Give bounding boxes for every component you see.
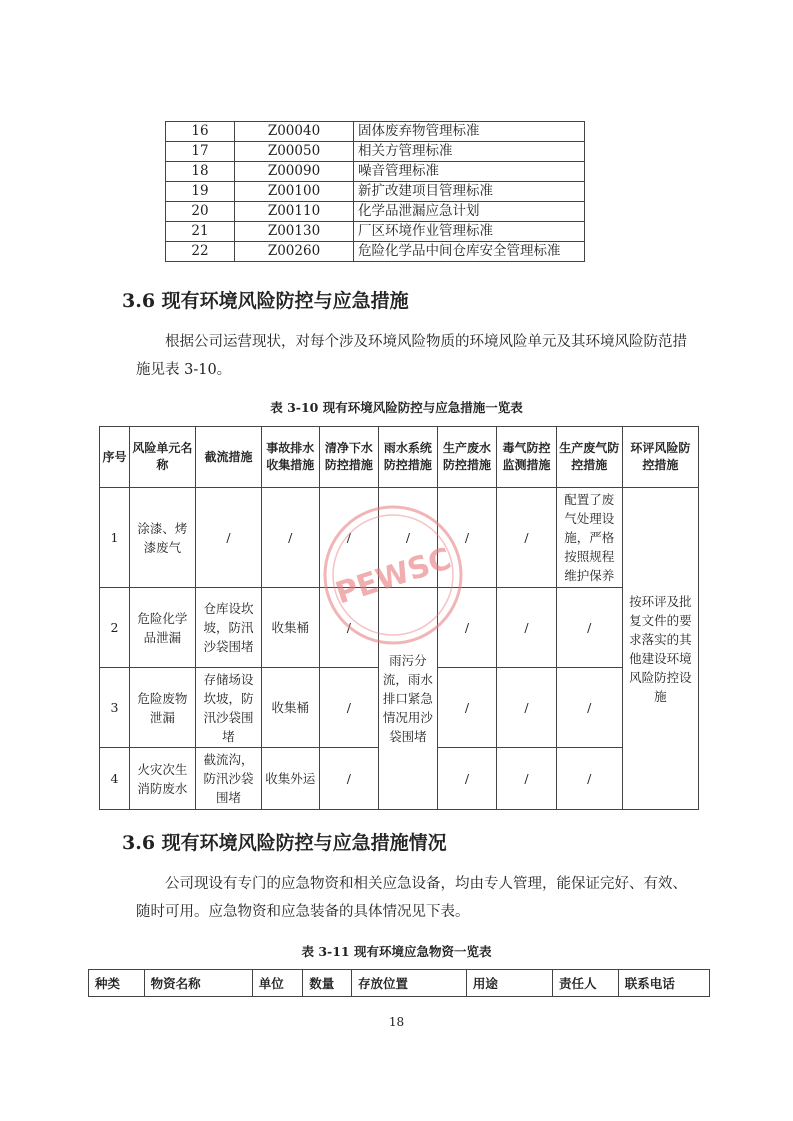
cell-waste: / bbox=[437, 748, 496, 810]
cell-intercept: 存储场设坎坡，防汛沙袋围堵 bbox=[195, 668, 261, 748]
column-header: 存放位置 bbox=[352, 970, 467, 997]
cell-code: Z00110 bbox=[235, 202, 354, 222]
cell-no: 20 bbox=[166, 202, 235, 222]
cell-rain-merged: 雨污分流，雨水排口紧急情况用沙袋围堵 bbox=[379, 588, 438, 810]
cell-no: 3 bbox=[100, 668, 130, 748]
column-header: 序号 bbox=[100, 427, 130, 488]
cell-name: 噪音管理标准 bbox=[354, 162, 585, 182]
cell-code: Z00100 bbox=[235, 182, 354, 202]
cell-intercept: / bbox=[195, 488, 261, 588]
cell-no: 2 bbox=[100, 588, 130, 668]
cell-name: 厂区环境作业管理标准 bbox=[354, 222, 585, 242]
standards-table bbox=[165, 121, 585, 262]
table-caption-3-10: 表 3-10 现有环境风险防控与应急措施一览表 bbox=[270, 400, 523, 415]
cell-name: 危险化学品中间仓库安全管理标准 bbox=[354, 242, 585, 262]
table-header-row bbox=[89, 970, 710, 997]
cell-name: 相关方管理标准 bbox=[354, 142, 585, 162]
cell-collect: / bbox=[261, 488, 319, 588]
cell-gas: / bbox=[497, 588, 556, 668]
cell-no: 19 bbox=[166, 182, 235, 202]
table-row bbox=[166, 222, 585, 242]
cell-unit: 危险化学品泄漏 bbox=[129, 588, 195, 668]
cell-collect: 收集桶 bbox=[261, 668, 319, 748]
column-header: 截流措施 bbox=[195, 427, 261, 488]
table-row bbox=[166, 182, 585, 202]
cell-name: 新扩改建项目管理标准 bbox=[354, 182, 585, 202]
column-header: 生产废水防控措施 bbox=[437, 427, 496, 488]
cell-exhaust: / bbox=[556, 588, 622, 668]
table-row bbox=[166, 142, 585, 162]
cell-clean: / bbox=[319, 748, 378, 810]
cell-unit: 涂漆、烤漆废气 bbox=[129, 488, 195, 588]
cell-exhaust: 配置了废气处理设施，严格按照规程维护保养 bbox=[556, 488, 622, 588]
cell-no: 1 bbox=[100, 488, 130, 588]
table-row bbox=[166, 242, 585, 262]
section-paragraph-measures: 根据公司运营现状，对每个涉及环境风险物质的环境风险单元及其环境风险防范措施见表 3-10。 bbox=[136, 334, 687, 378]
cell-clean: / bbox=[319, 588, 378, 668]
stamp-text: PEWSC bbox=[331, 541, 456, 612]
column-header: 雨水系统防控措施 bbox=[379, 427, 438, 488]
cell-no: 16 bbox=[166, 122, 235, 142]
column-header: 种类 bbox=[89, 970, 145, 997]
column-header: 物资名称 bbox=[144, 970, 252, 997]
cell-clean: / bbox=[319, 488, 378, 588]
column-header: 数量 bbox=[303, 970, 352, 997]
table-row bbox=[166, 202, 585, 222]
cell-no: 18 bbox=[166, 162, 235, 182]
column-header: 生产废气防控措施 bbox=[556, 427, 622, 488]
section-heading-measures-status: 3.6 现有环境风险防控与应急措施情况 bbox=[122, 832, 447, 854]
cell-code: Z00260 bbox=[235, 242, 354, 262]
cell-no: 21 bbox=[166, 222, 235, 242]
cell-gas: / bbox=[497, 748, 556, 810]
cell-unit: 危险废物泄漏 bbox=[129, 668, 195, 748]
cell-code: Z00050 bbox=[235, 142, 354, 162]
cell-no: 17 bbox=[166, 142, 235, 162]
column-header: 单位 bbox=[252, 970, 303, 997]
section-paragraph-supplies: 公司现设有专门的应急物资和相关应急设备，均由专人管理，能保证完好、有效、随时可用。应急物资和应急装备的具体情况见下表。 bbox=[136, 876, 687, 920]
cell-no: 22 bbox=[166, 242, 235, 262]
column-header: 风险单元名称 bbox=[129, 427, 195, 488]
column-header: 用途 bbox=[466, 970, 552, 997]
table-row bbox=[166, 162, 585, 182]
table-header-row bbox=[100, 427, 699, 488]
table-row bbox=[166, 122, 585, 142]
column-header: 事故排水收集措施 bbox=[261, 427, 319, 488]
column-header: 毒气防控监测措施 bbox=[497, 427, 556, 488]
column-header: 环评风险防控措施 bbox=[622, 427, 698, 488]
cell-code: Z00090 bbox=[235, 162, 354, 182]
emergency-supplies-table bbox=[88, 969, 710, 997]
table-row bbox=[100, 588, 699, 668]
cell-collect: 收集外运 bbox=[261, 748, 319, 810]
cell-code: Z00130 bbox=[235, 222, 354, 242]
cell-name: 化学品泄漏应急计划 bbox=[354, 202, 585, 222]
cell-name: 固体废弃物管理标准 bbox=[354, 122, 585, 142]
cell-eia-merged: 按环评及批复文件的要求落实的其他建设环境风险防控设施 bbox=[622, 488, 698, 810]
cell-gas: / bbox=[497, 488, 556, 588]
cell-no: 4 bbox=[100, 748, 130, 810]
cell-waste: / bbox=[437, 668, 496, 748]
table-caption-3-11: 表 3-11 现有环境应急物资一览表 bbox=[301, 944, 492, 959]
table-row bbox=[100, 488, 699, 588]
cell-unit: 火灾次生消防废水 bbox=[129, 748, 195, 810]
cell-waste: / bbox=[437, 488, 496, 588]
cell-collect: 收集桶 bbox=[261, 588, 319, 668]
cell-clean: / bbox=[319, 668, 378, 748]
cell-exhaust: / bbox=[556, 668, 622, 748]
section-heading-measures: 3.6 现有环境风险防控与应急措施 bbox=[122, 290, 409, 312]
cell-intercept: 仓库设坎坡，防汛沙袋围堵 bbox=[195, 588, 261, 668]
risk-measures-table bbox=[99, 426, 699, 810]
cell-code: Z00040 bbox=[235, 122, 354, 142]
cell-rain: / bbox=[379, 488, 438, 588]
cell-intercept: 截流沟，防汛沙袋围堵 bbox=[195, 748, 261, 810]
column-header: 清净下水防控措施 bbox=[319, 427, 378, 488]
cell-waste: / bbox=[437, 588, 496, 668]
column-header: 联系电话 bbox=[618, 970, 709, 997]
cell-exhaust: / bbox=[556, 748, 622, 810]
column-header: 责任人 bbox=[553, 970, 619, 997]
cell-gas: / bbox=[497, 668, 556, 748]
page-number: 18 bbox=[388, 1015, 405, 1029]
